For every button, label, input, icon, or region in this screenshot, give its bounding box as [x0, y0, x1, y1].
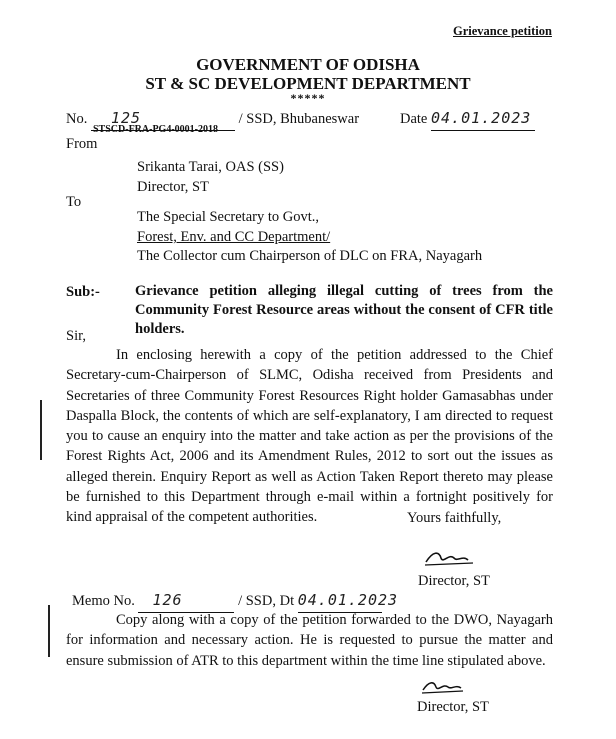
- signatory-2: Director, ST: [417, 699, 489, 715]
- header-asterisks: *****: [290, 91, 326, 105]
- margin-mark-line: [40, 400, 42, 460]
- file-reference: STSCD-FRA-PG4-0001-2018: [93, 124, 218, 135]
- letter-number-value: 125: [110, 109, 142, 127]
- letter-date: [400, 108, 535, 131]
- date-label: Date: [400, 111, 428, 127]
- sender-designation: Director, ST: [137, 179, 209, 195]
- date-value: 04.01.2023: [431, 109, 532, 127]
- memo-date: 04.01.2023: [297, 591, 399, 609]
- memo-number: 126: [152, 591, 183, 609]
- recipient-line-2: Forest, Env. and CC Department/: [137, 229, 331, 245]
- memo-paragraph: Copy along with a copy of the petition forwarded to the DWO, Nayagarh for information and necessary action. He is requested to pursue the matter and ensure submission of ATR to this department within the time line stipulated above.: [66, 612, 553, 669]
- government-title: GOVERNMENT OF ODISHA: [196, 55, 420, 74]
- recipient-line-1: The Special Secretary to Govt.,: [137, 209, 319, 225]
- department-title: ST & SC DEVELOPMENT DEPARTMENT: [145, 74, 471, 93]
- memo-date-label: Dt: [279, 593, 295, 609]
- main-paragraph: In enclosing herewith a copy of the petition addressed to the Chief Secretary-cum-Chairperson of SLMC, Odisha received from Presidents and Secretaries of three Community Forest Resources Right holder Gamasabhas under Daspalla Block, the contents of which are self-explanatory, I am directed to request you to cause an enquiry into the matter and take action as per the provisions of the Forest Rights Act, 2006 and its Amendment Rules, 2012 to sort out the issues as alleged therein. Enquiry Report as well as Action Taken Report thereto may please be furnished to this Department through e-mail within a fortnight positively for kind appraisal of the competent authorities.: [66, 347, 553, 526]
- margin-mark-line-2: [48, 605, 50, 657]
- sender-name: Srikanta Tarai, OAS (SS): [137, 159, 284, 175]
- memo-ssd: / SSD,: [238, 593, 276, 609]
- document-type-label: Grievance petition: [453, 24, 552, 38]
- subject-text: Grievance petition alleging illegal cutting of trees from the Community Forest Resource areas without the consent of CFR title holders.: [135, 283, 553, 337]
- salutation: Sir,: [66, 328, 86, 344]
- subject-label: Sub:-: [66, 284, 100, 300]
- letter-number-prefix: No.: [66, 111, 88, 127]
- signature-mark-2: [420, 678, 466, 698]
- from-label: From: [66, 136, 98, 152]
- to-label: To: [66, 194, 82, 210]
- memo-label: Memo No.: [72, 593, 135, 609]
- closing: Yours faithfully,: [407, 510, 502, 526]
- signature-mark-1: [423, 547, 477, 571]
- letter-number-suffix: / SSD, Bhubaneswar: [238, 111, 360, 127]
- recipient-line-3: The Collector cum Chairperson of DLC on FRA, Nayagarh: [137, 248, 483, 264]
- signatory-1: Director, ST: [418, 573, 490, 589]
